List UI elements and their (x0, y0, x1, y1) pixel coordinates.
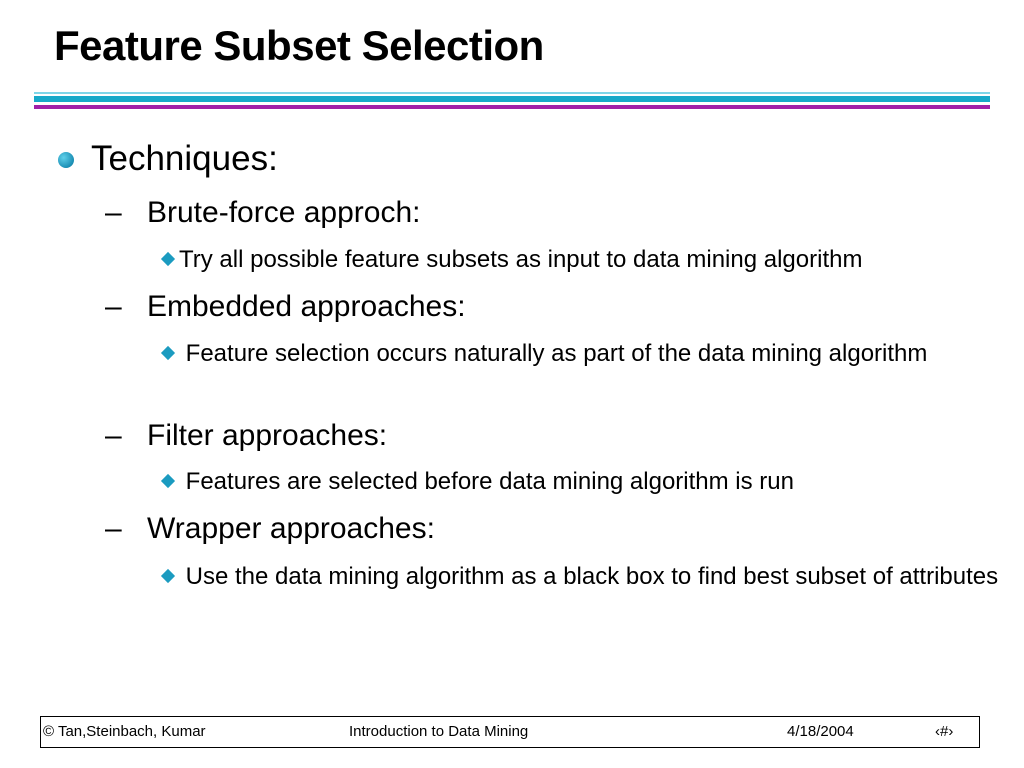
dash-marker: – (105, 196, 122, 229)
bullet-techniques-text: Techniques: (91, 139, 278, 178)
detail-text: Feature selection occurs naturally as part of the data mining algorithm (179, 340, 928, 367)
detail-filter (160, 465, 1000, 498)
footer-course-title: Introduction to Data Mining (349, 723, 529, 740)
detail-brute-force (160, 243, 1000, 276)
round-bullet-icon (58, 152, 74, 168)
subbullet-heading: Filter approaches: (147, 419, 388, 452)
detail-text: Use the data mining algorithm as a black box to find best subset of attributes (179, 563, 999, 590)
dash-marker: – (105, 512, 122, 545)
diamond-bullet-icon (161, 252, 175, 266)
slide-footer (40, 716, 980, 748)
subbullet-heading: Wrapper approaches: (147, 512, 435, 545)
detail-text: Try all possible feature subsets as input to data mining algorithm (179, 246, 863, 273)
subbullet-heading: Embedded approaches: (147, 290, 466, 323)
detail-embedded (160, 337, 1000, 370)
slide-title: Feature Subset Selection (54, 22, 544, 69)
diamond-bullet-icon (161, 346, 175, 360)
subbullet-heading: Brute-force approch: (147, 196, 421, 229)
footer-page-number: ‹#› (935, 723, 954, 740)
detail-text: Features are selected before data mining algorithm is run (179, 468, 794, 495)
footer-date: 4/18/2004 (787, 723, 854, 740)
dash-marker: – (105, 290, 122, 323)
footer-copyright: © Tan,Steinbach, Kumar (43, 723, 206, 740)
detail-wrapper (160, 560, 1000, 593)
diamond-bullet-icon (161, 569, 175, 583)
dash-marker: – (105, 419, 122, 452)
diamond-bullet-icon (161, 474, 175, 488)
